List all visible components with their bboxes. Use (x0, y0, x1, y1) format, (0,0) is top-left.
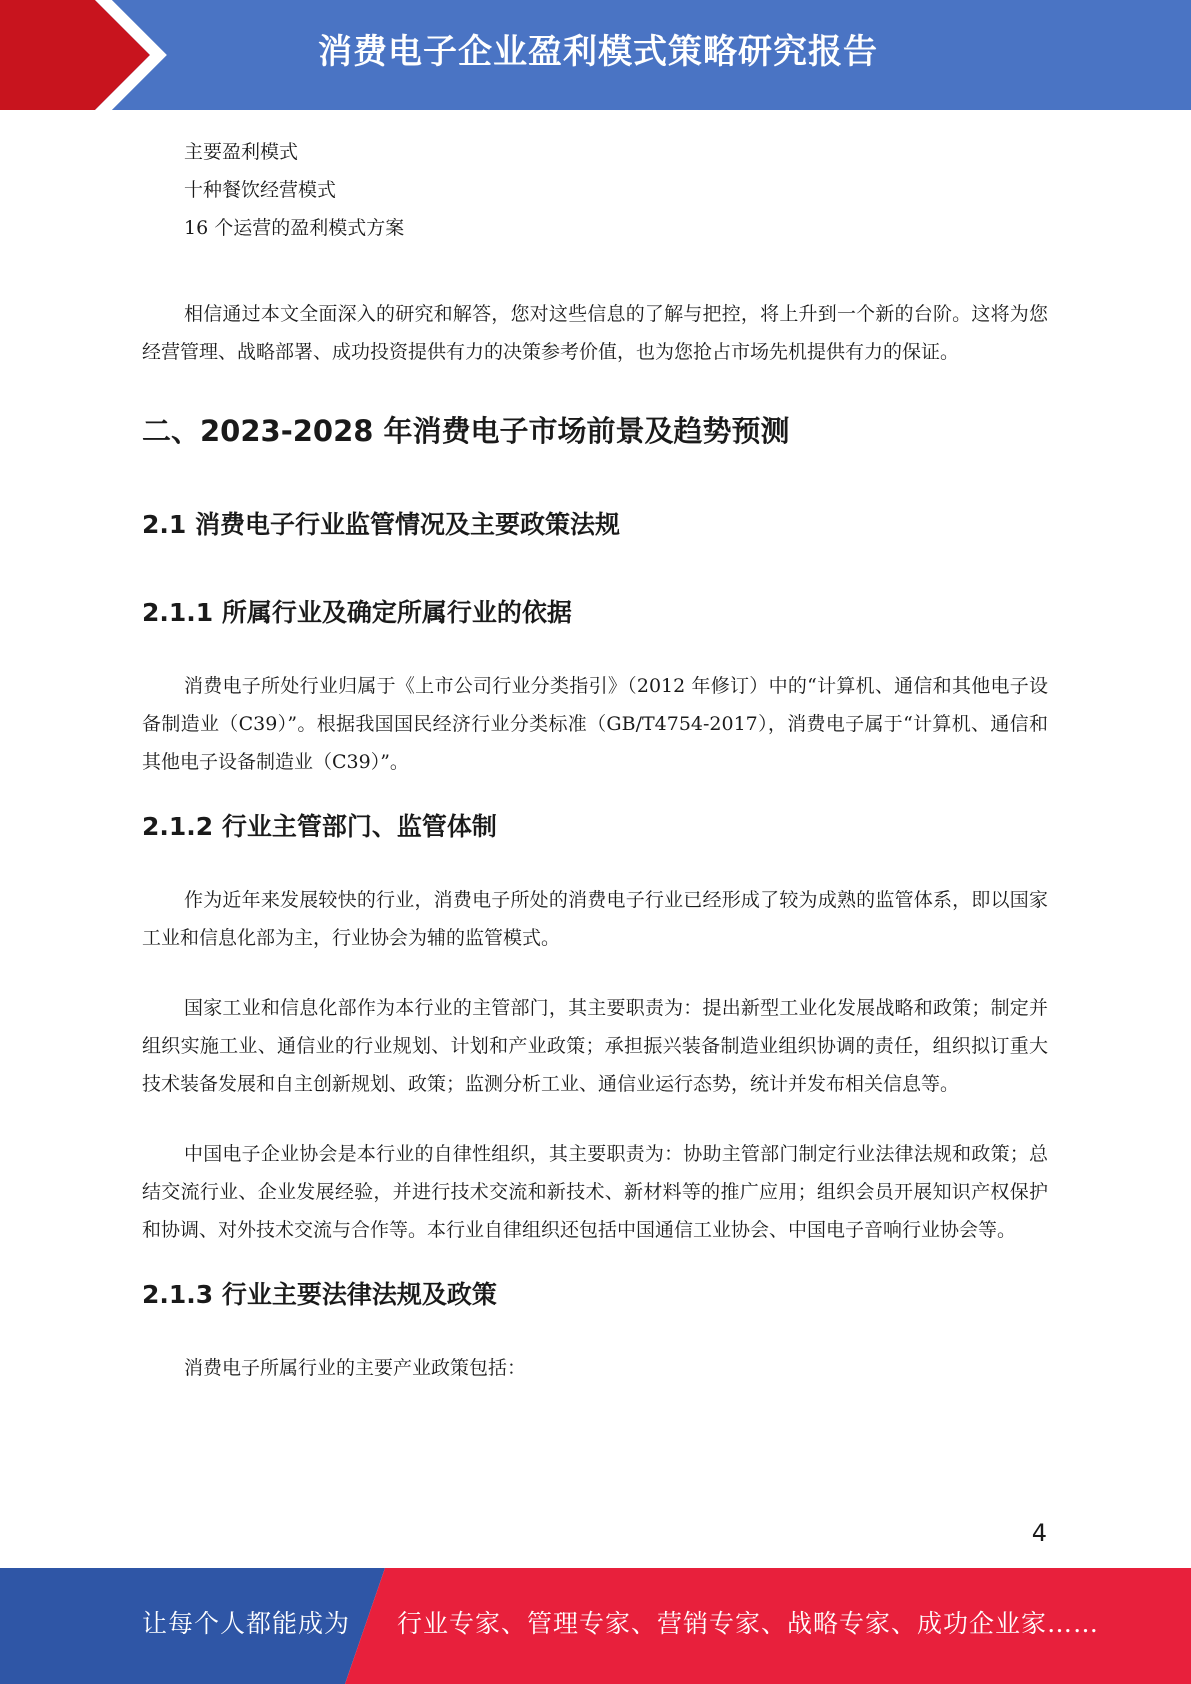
page-content (142, 133, 1048, 1387)
paragraph: 消费电子所属行业的主要产业政策包括： (184, 1357, 527, 1379)
report-title: 消费电子企业盈利模式策略研究报告 (318, 32, 878, 72)
heading-2-1-3: 2.1.3 行业主要法律法规及政策 (142, 1280, 497, 1309)
paragraph: 消费电子所处行业归属于《上市公司行业分类指引》（2012 年修订）中的“计算机、通信和其他电子设备制造业（C39）”。根据我国国民经济行业分类标准（GB/T4754-2017），消费电子属于“计算机、通信和其他电子设备制造业（C39）”。 (142, 675, 1048, 773)
section-title: 二、2023-2028 年消费电子市场前景及趋势预测 (142, 414, 790, 448)
paragraph: 中国电子企业协会是本行业的自律性组织，其主要职责为：协助主管部门制定行业法律法规和政策；总结交流行业、企业发展经验，并进行技术交流和新技术、新材料等的推广应用；组织会员开展知识产权保护和协调、对外技术交流与合作等。本行业自律组织还包括中国通信工业协会、中国电子音响行业协会等。 (142, 1143, 1048, 1241)
list-item: 16 个运营的盈利模式方案 (184, 217, 405, 239)
footer-slogan-right: 行业专家、管理专家、营销专家、战略专家、成功企业家…… (397, 1609, 1100, 1638)
page-number: 4 (1031, 1519, 1047, 1547)
list-item: 十种餐饮经营模式 (184, 179, 337, 201)
paragraph: 作为近年来发展较快的行业，消费电子所处的消费电子行业已经形成了较为成熟的监管体系，即以国家工业和信息化部为主，行业协会为辅的监管模式。 (142, 889, 1048, 949)
header-banner (0, 0, 1191, 110)
paragraph: 国家工业和信息化部作为本行业的主管部门，其主要职责为：提出新型工业化发展战略和政策；制定并组织实施工业、通信业的行业规划、计划和产业政策；承担振兴装备制造业组织协调的责任，组织拟订重大技术装备发展和自主创新规划、政策；监测分析工业、通信业运行态势，统计并发布相关信息等。 (142, 997, 1048, 1095)
intro-paragraph: 相信通过本文全面深入的研究和解答，您对这些信息的了解与把控，将上升到一个新的台阶。这将为您经营管理、战略部署、成功投资提供有力的决策参考价值，也为您抢占市场先机提供有力的保证。 (142, 303, 1048, 363)
heading-2-1-1: 2.1.1 所属行业及确定所属行业的依据 (142, 598, 572, 627)
heading-2-1-2: 2.1.2 行业主管部门、监管体制 (142, 812, 497, 841)
footer-banner (0, 1568, 1191, 1684)
subsection-title: 2.1 消费电子行业监管情况及主要政策法规 (142, 510, 620, 539)
list-item: 主要盈利模式 (184, 141, 299, 163)
footer-slogan-left: 让每个人都能成为 (142, 1609, 351, 1638)
